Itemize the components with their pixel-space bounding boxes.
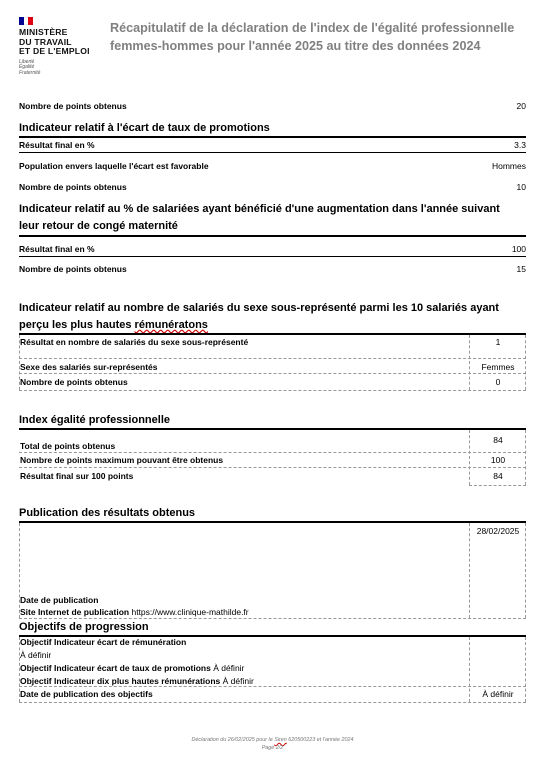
- grid-line: [19, 452, 526, 453]
- grid-line: [469, 523, 470, 618]
- top-points-value: 20: [516, 101, 526, 111]
- section-title-promotions: Indicateur relatif à l'écart de taux de promotions: [19, 122, 270, 134]
- publication-date-value: 28/02/2025: [476, 526, 520, 536]
- section-rule: [19, 428, 526, 430]
- remunerations-value: 0: [495, 377, 501, 387]
- section-rule: [19, 333, 526, 335]
- objectif-promotions-row: Objectif Indicateur écart de taux de promotions À définir: [20, 663, 245, 673]
- remunerations-label: Nombre de points obtenus: [20, 377, 128, 387]
- maternite-row: Nombre de points obtenus 15: [19, 264, 526, 274]
- section-title-publication: Publication des résultats obtenus: [19, 507, 196, 519]
- promotions-row: Résultat final en % 3.3: [19, 140, 526, 150]
- logo-motto: Liberté Égalité Fraternité: [19, 58, 41, 76]
- remunerations-value: 1: [495, 337, 501, 347]
- maternite-row: Résultat final en % 100: [19, 244, 526, 254]
- index-value: 84: [493, 471, 503, 481]
- promotions-row: Nombre de points obtenus 10: [19, 182, 526, 192]
- ministry-logo: [19, 17, 103, 76]
- section-title-objectifs: Objectifs de progression: [19, 621, 149, 633]
- publication-date-label: Date de publication: [20, 595, 99, 605]
- row-rule: [19, 152, 526, 153]
- footer: Déclaration du 26/02/2025 pour le Siren 620500223 et l'année 2024 Page 2/2: [0, 736, 545, 752]
- grid-line: [19, 686, 526, 687]
- section-rule: [19, 521, 526, 523]
- promotions-row: Population envers laquelle l'écart est favorable Hommes: [19, 161, 526, 171]
- top-points-label: Nombre de points obtenus: [19, 101, 127, 111]
- index-label: Nombre de points maximum pouvant être obtenus: [20, 455, 224, 465]
- grid-line: [525, 523, 526, 618]
- index-label: Résultat final sur 100 points: [20, 471, 134, 481]
- publication-site-row: Site Internet de publication https://www.clinique-mathilde.fr: [20, 607, 249, 617]
- index-value: 84: [493, 435, 503, 445]
- section-title-maternite: Indicateur relatif au % de salariées ayant bénéficié d'une augmentation dans l'année suivant leur retour de congé maternité: [19, 203, 500, 232]
- french-flag-icon: [19, 17, 33, 25]
- logo-line-3: ET DE L'EMPLOI: [19, 46, 90, 56]
- grid-line: [19, 467, 526, 468]
- section-title-remunerations: Indicateur relatif au nombre de salariés du sexe sous-représenté parmi les 10 salariés ayant perçu les plus hautes rémunératons: [19, 302, 499, 331]
- remunerations-label: Sexe des salariés sur-représentés: [20, 362, 158, 372]
- objectif-remuneration-label: Objectif Indicateur écart de rémunération: [20, 637, 187, 647]
- objectif-date-label: Date de publication des objectifs: [20, 689, 153, 699]
- row-rule: [19, 256, 526, 257]
- grid-line: [19, 390, 526, 391]
- index-value: 100: [490, 455, 506, 465]
- objectif-date-value: À définir: [482, 689, 514, 699]
- document-title: Récapitulatif de la déclaration de l'index de l'égalité professionnelle femmes-hommes pour l'année 2025 au titre des données 2024: [110, 21, 515, 53]
- grid-line: [19, 373, 526, 374]
- remunerations-label: Résultat en nombre de salariés du sexe sous-représenté: [20, 337, 249, 347]
- remunerations-value: Femmes: [481, 362, 515, 372]
- publication-site-link[interactable]: https://www.clinique-mathilde.fr: [131, 607, 249, 617]
- section-title-index: Index égalité professionnelle: [19, 414, 170, 426]
- grid-line: [19, 702, 526, 703]
- grid-line: [469, 485, 526, 486]
- section-rule: [19, 235, 526, 237]
- index-label: Total de points obtenus: [20, 441, 116, 451]
- objectif-remuneration-value: À définir: [20, 650, 52, 660]
- logo-line-1: MINISTÈRE: [19, 27, 68, 37]
- top-points-row: [19, 101, 526, 113]
- page-number: Page 2/2: [261, 745, 284, 751]
- section-rule: [19, 136, 526, 138]
- logo-line-2: DU TRAVAIL: [19, 36, 72, 47]
- grid-line: [19, 358, 526, 359]
- objectif-hautes-row: Objectif Indicateur dix plus hautes rémunérations À définir: [20, 676, 254, 686]
